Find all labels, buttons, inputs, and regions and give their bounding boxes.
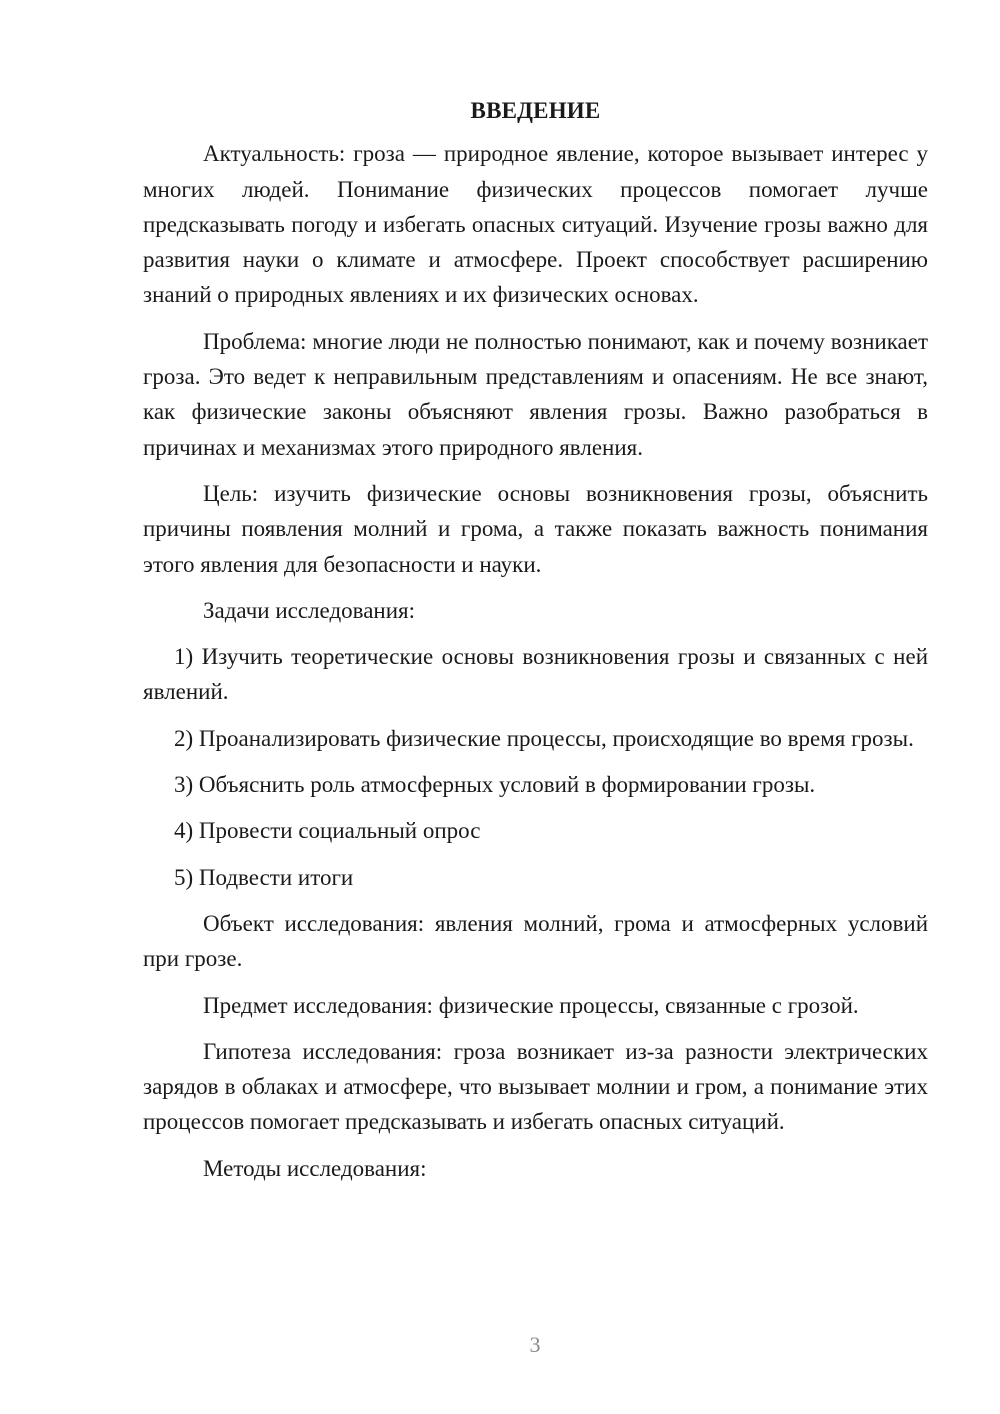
list-item: 4) Провести социальный опрос [174, 818, 481, 844]
page-title: ВВЕДЕНИЕ [470, 98, 601, 123]
list-item: 3) Объяснить роль атмосферных условий в формировании грозы. [174, 772, 816, 798]
goal-paragraph: Цель: изучить физические основы возникновения грозы, объяснить причины появления молний и грома, а также показать важность понимания этого явления для безопасности и науки. [143, 480, 928, 577]
methods-title: Методы исследования: [203, 1155, 427, 1181]
page-content [143, 93, 928, 1197]
relevance-paragraph: Актуальность: гроза — природное явление, которое вызывает интерес у многих людей. Понимание физических процессов помогает лучше предсказывать погоду и избегать опасных ситуаций. Изучение грозы важно для развития науки о климате и атмосфере. Проект способствует расширению знаний о природных явлениях и их физических основах. [143, 141, 928, 308]
subject-paragraph: Предмет исследования: физические процессы, связанные с грозой. [203, 992, 859, 1018]
object-paragraph: Объект исследования: явления молний, грома и атмосферных условий при грозе. [143, 910, 928, 972]
hypothesis-paragraph: Гипотеза исследования: гроза возникает из-за разности электрических зарядов в облаках и атмосфере, что вызывает молнии и гром, а понимание этих процессов помогает предсказывать и избегать опасных ситуаций. [143, 1038, 928, 1135]
page-number: 3 [529, 1332, 541, 1357]
list-item: 1) Изучить теоретические основы возникновения грозы и связанных с ней явлений. [143, 644, 928, 705]
problem-paragraph: Проблема: многие люди не полностью понимают, как и почему возникает гроза. Это ведет к неправильным представлениям и опасениям. Не все знают, как физические законы объясняют явления грозы. Важно разобраться в причинах и механизмах этого природного явления. [143, 328, 928, 460]
tasks-list [143, 639, 928, 895]
tasks-title: Задачи исследования: [203, 597, 416, 623]
list-item: 5) Подвести итоги [174, 864, 354, 890]
list-item: 2) Проанализировать физические процессы, происходящие во время грозы. [174, 725, 914, 751]
